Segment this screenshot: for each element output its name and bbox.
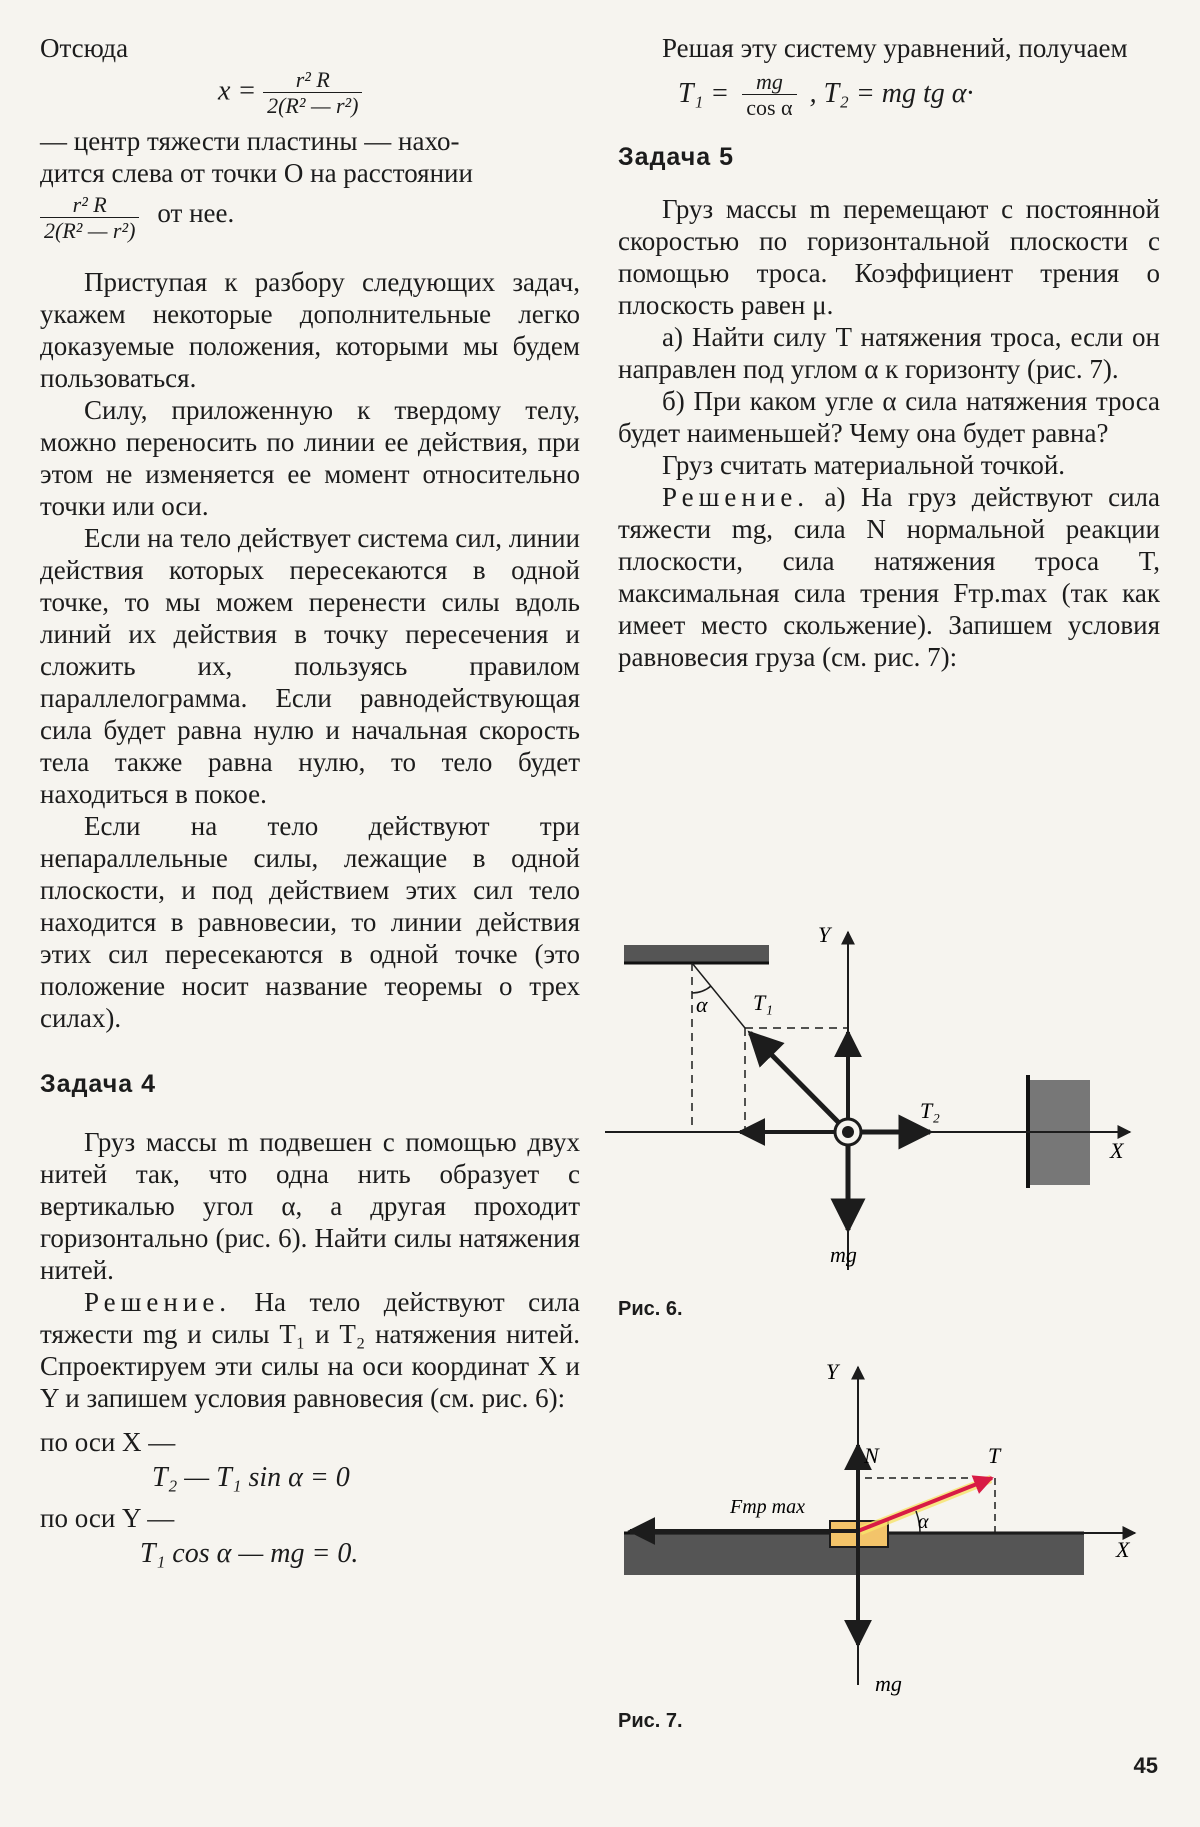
- figure-6: [600, 920, 1160, 1300]
- paragraph: [618, 481, 1160, 673]
- formula-lhs: x =: [218, 75, 257, 107]
- right-column: [618, 32, 1160, 673]
- figure-7: [600, 1355, 1160, 1715]
- t2-label: T₂: [920, 1098, 940, 1123]
- paragraph: Силу, приложенную к твердому телу, можно переносить по линии ее действия, при этом не изменяется ее момент относительно точки или оси.: [40, 395, 580, 521]
- solution-word: Решение.: [662, 482, 810, 512]
- paragraph: Если на тело действуют три непараллельные силы, лежащие в одной плоскости, и под действием этих сил тело находится в равновесии, то линии действия этих сил пересекаются в одной точке (это положение носит название теоремы о трех силах).: [40, 811, 580, 1033]
- ceiling-support: [624, 945, 769, 963]
- task4-heading: Задача 4: [40, 1070, 156, 1098]
- text-line: — центр тяжести пластины — нахо-: [40, 126, 460, 156]
- paragraph: а) Найти силу T натяжения троса, если он направлен под углом α к горизонту (рис. 7).: [618, 322, 1160, 384]
- formula-result: [678, 70, 1160, 121]
- equation-x: T₂ — T₁ sin α = 0: [152, 1462, 350, 1493]
- text-line: дится слева от точки O на расстоянии: [40, 158, 473, 188]
- paragraph: [40, 1286, 580, 1414]
- fraction-numerator: r² R: [40, 193, 139, 218]
- text-line: по оси Y —: [40, 1503, 175, 1533]
- text-fragment: от нее.: [157, 198, 235, 229]
- paragraph: Груз считать материальной точкой.: [662, 450, 1066, 480]
- task5-heading: Задача 5: [618, 143, 734, 171]
- page-number: 45: [1133, 1753, 1158, 1778]
- fraction-numerator: r² R: [263, 68, 362, 93]
- formula-center-of-mass: [218, 68, 580, 119]
- left-column: [40, 32, 580, 1570]
- fig6-caption: Рис. 6.: [618, 1298, 683, 1320]
- friction-label: Fтр max: [730, 1496, 805, 1518]
- mg-label: mg: [830, 1242, 857, 1267]
- fraction-numerator: mg: [742, 70, 796, 95]
- mg-label: mg: [875, 1671, 902, 1696]
- paragraph: Приступая к разбору следующих задач, укажем некоторые дополнительные легко доказуемые положения, которыми мы будем пользоваться.: [40, 267, 580, 393]
- fraction-denominator: cos α: [746, 95, 793, 120]
- x-label: X: [1110, 1138, 1124, 1163]
- text-fragment: а) На груз действуют сила тяжести mg, сила N нормальной реакции плоскости, сила натяжения троса T, максимальная сила трения Fтр.max (так как имеет место скольжение). Запишем условия равновесия груза (см. рис. 7):: [618, 482, 1160, 672]
- t-label: T: [988, 1443, 1001, 1468]
- paragraph: б) При каком угле α сила натяжения троса будет наименьшей? Чему она будет равна?: [618, 386, 1160, 448]
- fraction: [742, 70, 796, 121]
- n-label: N: [864, 1443, 879, 1468]
- alpha-label: α: [918, 1511, 929, 1533]
- fraction-denominator: 2(R² — r²): [44, 218, 136, 243]
- formula-rest: , T₂ = mg tg α·: [809, 77, 974, 109]
- text-fragment: На тело действуют сила тяжести mg и силы T₁ и T₂ натяжения нитей. Спроектируем эти силы на оси координат X и Y и запишем условия равновесия (см. рис. 6):: [40, 1287, 580, 1413]
- fig7-caption: Рис. 7.: [618, 1710, 683, 1732]
- fraction: [263, 68, 362, 119]
- paragraph: Груз массы m перемещают с постоянной скоростью по горизонтальной плоскости с помощью троса. Коэффициент трения о плоскость равен μ.: [618, 194, 1160, 320]
- text-line: по оси X —: [40, 1427, 176, 1457]
- y-label: Y: [826, 1359, 839, 1384]
- formula-lhs: T₁ =: [678, 77, 730, 109]
- paragraph: Решая эту систему уравнений, получаем: [662, 33, 1128, 63]
- fraction-denominator: 2(R² — r²): [267, 93, 359, 118]
- alpha-label: α: [696, 992, 708, 1017]
- fraction: [40, 193, 139, 244]
- equation-y: T₁ cos α — mg = 0.: [140, 1538, 359, 1569]
- t1-arrow: [750, 1033, 848, 1132]
- load-center: [842, 1126, 854, 1138]
- paragraph: Груз массы m подвешен с помощью двух нитей так, что одна нить образует с вертикалью угол α, а другая проходит горизонтально (рис. 6). Найти силы натяжения нитей.: [40, 1127, 580, 1285]
- distance-line: [40, 193, 580, 244]
- t1-label: T₁: [753, 990, 773, 1015]
- solution-word: Решение.: [84, 1287, 232, 1317]
- y-label: Y: [818, 922, 831, 947]
- x-label: X: [1116, 1537, 1130, 1562]
- paragraph: Если на тело действует система сил, линии действия которых пересекаются в одной точке, то мы можем перенести силы вдоль линий их действия в точку пересечения и сложить их, пользуясь правилом параллелограмма. Если равнодействующая сила будет равна нулю и начальная скорость тела также равна нулю, то тело будет находиться в покое.: [40, 523, 580, 809]
- text-line: Отсюда: [40, 33, 129, 63]
